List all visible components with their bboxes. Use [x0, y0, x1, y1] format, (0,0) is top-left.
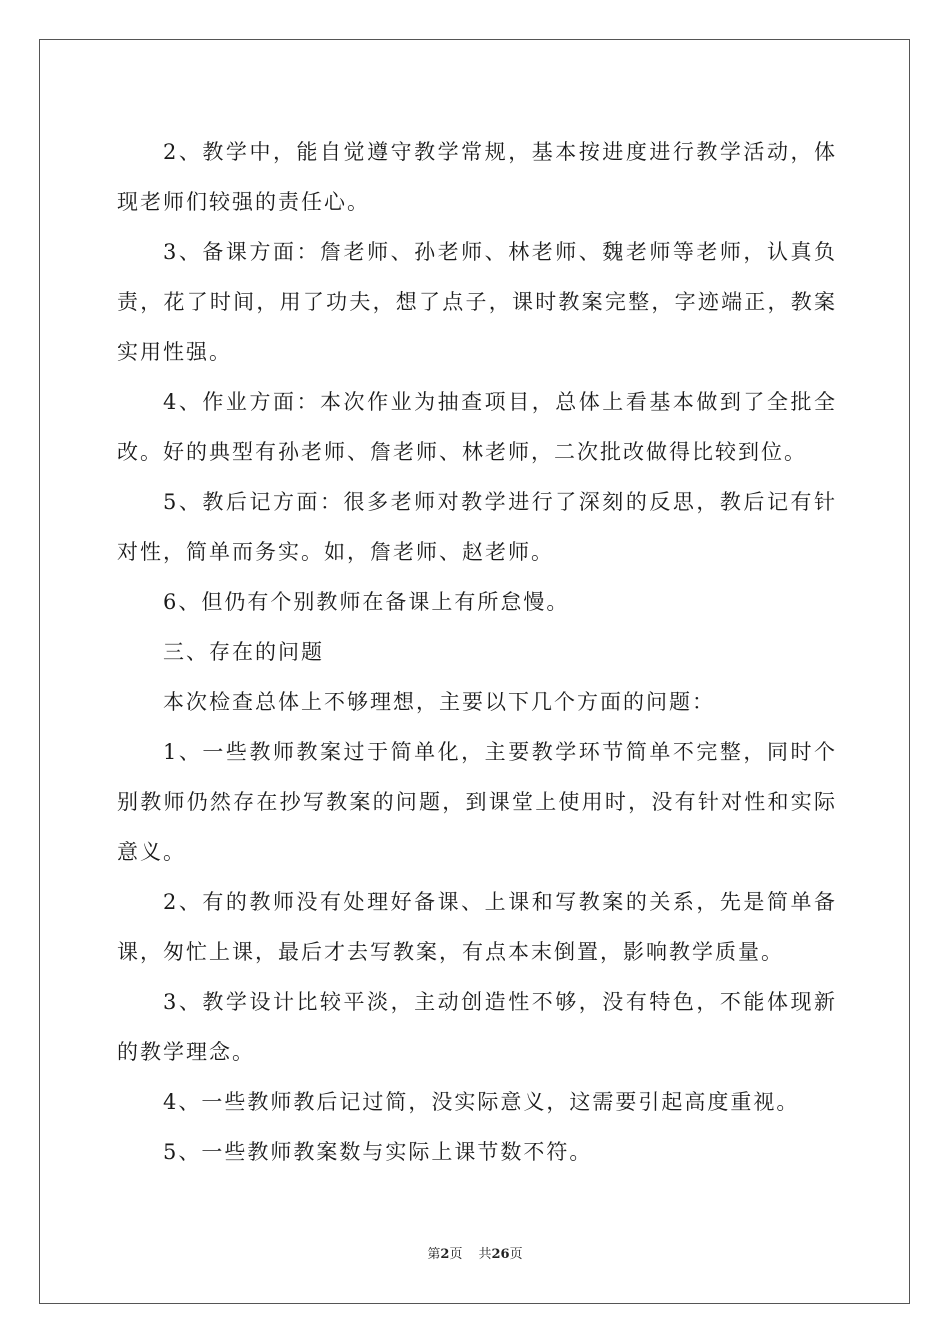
paragraph: 5、教后记方面：很多老师对教学进行了深刻的反思，教后记有针对性，简单而务实。如，詹老师、赵老师。 — [117, 490, 837, 564]
paragraph: 2、教学中，能自觉遵守教学常规，基本按进度进行教学活动，体现老师们较强的责任心。 — [117, 140, 837, 214]
paragraph: 3、教学设计比较平淡，主动创造性不够，没有特色，不能体现新的教学理念。 — [117, 990, 837, 1064]
paragraph: 6、但仍有个别教师在备课上有所怠慢。 — [163, 590, 570, 614]
paragraph: 本次检查总体上不够理想，主要以下几个方面的问题： — [163, 690, 715, 714]
total-pages: 共26页 — [478, 1247, 523, 1262]
paragraph: 4、一些教师教后记过简，没实际意义，这需要引起高度重视。 — [163, 1090, 800, 1114]
page-number: 第2页 — [427, 1247, 463, 1262]
page-footer — [0, 1246, 950, 1264]
paragraph: 3、备课方面：詹老师、孙老师、林老师、魏老师等老师，认真负责，花了时间，用了功夫，想了点子，课时教案完整，字迹端正，教案实用性强。 — [117, 240, 837, 364]
paragraph: 2、有的教师没有处理好备课、上课和写教案的关系，先是简单备课，匆忙上课，最后才去写教案，有点本末倒置，影响教学质量。 — [117, 890, 837, 964]
document-body — [117, 127, 837, 1177]
paragraph: 4、作业方面：本次作业为抽查项目，总体上看基本做到了全批全改。好的典型有孙老师、詹老师、林老师，二次批改做得比较到位。 — [117, 390, 837, 464]
paragraph: 5、一些教师教案数与实际上课节数不符。 — [163, 1140, 593, 1164]
section-heading: 三、存在的问题 — [163, 640, 324, 664]
paragraph: 1、一些教师教案过于简单化，主要教学环节简单不完整，同时个别教师仍然存在抄写教案的问题，到课堂上使用时，没有针对性和实际意义。 — [117, 740, 837, 864]
